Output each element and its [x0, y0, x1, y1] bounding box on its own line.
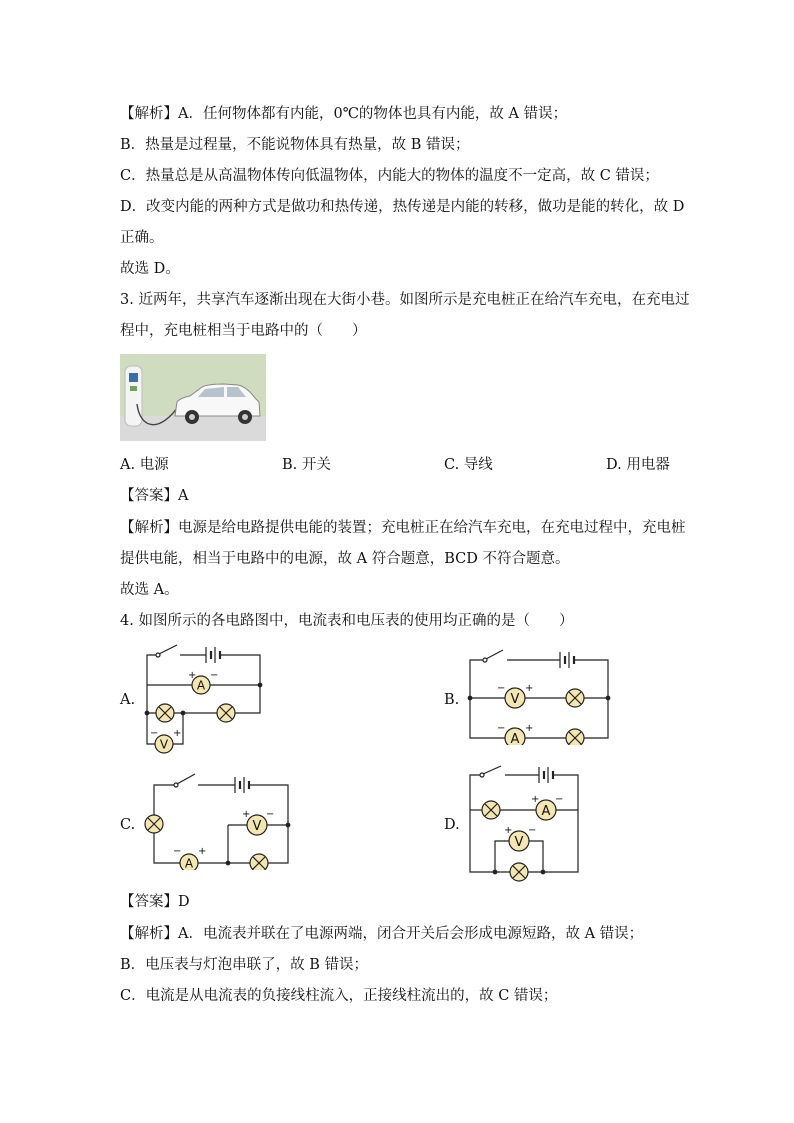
circuit-a-label: A. — [120, 692, 136, 708]
svg-text:+: + — [173, 728, 182, 739]
svg-text:+: + — [242, 809, 251, 820]
analysis-line-4: D．改变内能的两种方式是做功和热传递，热传递是内能的转移，做功是能的转化，故 D — [120, 199, 685, 215]
svg-text:+: + — [531, 794, 540, 805]
circuit-diagram-d — [465, 763, 585, 885]
analysis-line-2: B．热量是过程量，不能说物体具有热量，故 B 错误； — [120, 137, 470, 153]
svg-text:V: V — [252, 819, 262, 834]
svg-text:+: + — [525, 683, 534, 694]
svg-text:+: + — [504, 825, 513, 836]
q3-option-c: C. 导线 — [444, 457, 493, 473]
q4-analysis-line-2: B．电压表与灯泡串联了，故 B 错误； — [120, 957, 369, 973]
svg-text:A: A — [184, 856, 194, 870]
circuit-diagram-a — [140, 640, 270, 755]
circuit-c-label: C. — [120, 817, 136, 833]
analysis-line-5: 正确。 — [120, 230, 164, 246]
circuit-diagram-c — [140, 770, 295, 870]
q3-analysis-line-2: 提供电能，相当于电路中的电源，故 A 符合题意，BCD 不符合题意。 — [120, 551, 570, 567]
svg-text:−: − — [210, 670, 219, 681]
svg-text:−: − — [150, 728, 159, 739]
svg-text:−: − — [497, 723, 506, 734]
svg-text:A: A — [196, 678, 206, 693]
analysis-line-3: C．热量总是从高温物体传向低温物体，内能大的物体的温度不一定高，故 C 错误； — [120, 168, 659, 184]
q3-answer: 【答案】A — [120, 488, 189, 504]
q3-option-a: A. 电源 — [120, 457, 169, 473]
q3-stem-line-2: 程中，充电桩相当于电路中的（ ） — [120, 323, 367, 339]
q4-analysis-line-1: 【解析】A．电流表并联在了电源两端，闭合开关后会形成电源短路，故 A 错误； — [120, 926, 644, 942]
q3-conclusion: 故选 A。 — [120, 582, 179, 598]
q4-answer: 【答案】D — [120, 894, 190, 910]
circuit-b-label: B. — [444, 692, 460, 708]
q3-analysis-line-1: 【解析】电源是给电路提供电能的装置；充电桩正在给汽车充电，在充电过程中，充电桩 — [120, 520, 686, 536]
svg-text:V: V — [159, 737, 169, 752]
svg-text:+: + — [188, 670, 197, 681]
svg-text:−: − — [173, 846, 182, 857]
charging-car-image — [120, 354, 266, 441]
q3-option-d: D. 用电器 — [606, 457, 670, 473]
analysis-line-1: 【解析】A．任何物体都有内能，0℃的物体也具有内能，故 A 错误； — [120, 106, 568, 122]
conclusion-line: 故选 D。 — [120, 261, 180, 277]
q4-stem: 4. 如图所示的各电路图中，电流表和电压表的使用均正确的是（ ） — [120, 613, 574, 629]
svg-text:+: + — [525, 723, 534, 734]
circuit-diagram-b — [465, 645, 615, 745]
svg-text:A: A — [510, 732, 520, 745]
svg-text:V: V — [514, 835, 524, 850]
q3-stem-line-1: 3. 近两年，共享汽车逐渐出现在大街小巷。如图所示是充电桩正在给汽车充电，在充电过 — [120, 292, 690, 308]
svg-text:−: − — [266, 809, 275, 820]
svg-text:+: + — [198, 846, 207, 857]
svg-text:−: − — [497, 683, 506, 694]
svg-text:−: − — [528, 825, 537, 836]
q3-option-b: B. 开关 — [282, 457, 331, 473]
svg-text:−: − — [555, 794, 564, 805]
svg-text:V: V — [510, 692, 520, 707]
q4-analysis-line-3: C．电流是从电流表的负接线柱流入，正接线柱流出的，故 C 错误； — [120, 988, 558, 1004]
circuit-d-label: D. — [444, 817, 460, 833]
svg-text:A: A — [541, 804, 551, 819]
